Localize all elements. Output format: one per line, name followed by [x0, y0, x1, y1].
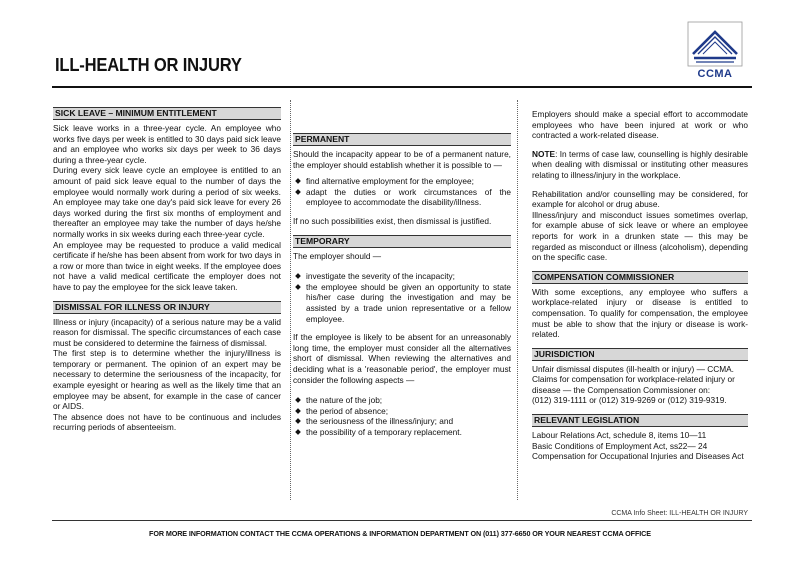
section-heading-legislation: RELEVANT LEGISLATION [532, 414, 748, 427]
paragraph: Illness or injury (incapacity) of a serious nature may be a valid reason for dismissal. The specific circumstances of each case must be considered to determine the fairness of dismissal. [53, 316, 281, 348]
column-divider [517, 100, 518, 500]
text-line: (012) 319-1111 or (012) 319-9269 or (012) 319-9319. [532, 395, 727, 406]
list-item: the employee should be given an opportunity to state his/her case during the investigation and may be assisted by a trade union representative or a fellow employee. [293, 282, 511, 324]
paragraph: Should the incapacity appear to be of a permanent nature, the employer should establish whether it is possible to — [293, 149, 511, 170]
paragraph: Illness/injury and misconduct issues sometimes overlap, for example abuse of sick leave or where an employee reports for work in a drunken state — this may be regarded as misconduct or illness (alcoholism), depending on the specific case. [532, 209, 748, 263]
section-heading-sick-leave: SICK LEAVE – MINIMUM ENTITLEMENT [53, 107, 281, 120]
list-item: the seriousness of the illness/injury; and [293, 416, 511, 427]
column-divider [290, 100, 291, 500]
paragraph: During every sick leave cycle an employee is entitled to an amount of paid sick leave equal to the number of days the employee would normally work during a period of six weeks. An employee may take one day's paid sick leave for every 26 days worked during the first six months of employment and thereafter an employee may take the number of days he/she normally works in six weeks during each three-year cycle. [53, 165, 281, 239]
list-item: adapt the duties or work circumstances of the employee to accommodate the disability/illness. [293, 187, 511, 208]
note-label: NOTE [532, 148, 556, 159]
title-divider [52, 86, 752, 88]
section-heading-jurisdiction: JURISDICTION [532, 348, 748, 361]
text-line: Claims for compensation for workplace-related injury or disease — the Compensation Commissioner on: [532, 374, 735, 395]
section-heading-dismissal: DISMISSAL FOR ILLNESS OR INJURY [53, 301, 281, 314]
aspects-bullet-list [293, 395, 511, 437]
column-1 [53, 107, 281, 433]
paragraph: With some exceptions, any employee who suffers a workplace-related injury or disease is entitled to compensation. To qualify for compensation, the employee must be able to show that the injury or disease is work-related. [532, 286, 748, 340]
temporary-bullet-list [293, 271, 511, 324]
text-line: Unfair dismissal disputes (ill-health or injury) — CCMA. [532, 363, 734, 374]
paragraph: The absence does not have to be continuous and includes recurring periods of absenteeism. [53, 411, 281, 433]
section-heading-permanent: PERMANENT [293, 133, 511, 146]
text-line: Labour Relations Act, schedule 8, items 10—11 [532, 430, 707, 441]
info-sheet-label: CCMA Info Sheet: ILL-HEALTH OR INJURY [611, 510, 748, 517]
paragraph: If the employee is likely to be absent for an unreasonably long time, the employer must consider all the alternatives short of dismissal. When reviewing the alternatives and deciding what is a 'reasonable period', the employer must consider the following aspects — [293, 332, 511, 385]
list-item: the period of absence; [293, 406, 511, 417]
note-paragraph [532, 149, 748, 181]
paragraph: Employers should make a special effort to accommodate employees who have been injured at work or who contracted a work-related disease. [532, 109, 748, 141]
footer-divider [52, 520, 752, 521]
text-line: Basic Conditions of Employment Act, ss22— 24 [532, 440, 708, 451]
paragraph: If no such possibilities exist, then dismissal is justified. [293, 215, 492, 226]
list-item: investigate the severity of the incapacity; [293, 271, 511, 282]
list-item: the possibility of a temporary replacement. [293, 427, 511, 438]
list-item: find alternative employment for the employee; [293, 176, 511, 187]
note-text: : In terms of case law, counselling is highly desirable when dealing with dismissal or instituting other measures relating to illness/injury in the workplace. [532, 148, 748, 180]
text-line: Compensation for Occupational Injuries and Diseases Act [532, 451, 744, 462]
section-heading-temporary: TEMPORARY [293, 235, 511, 248]
paragraph: The employer should — [293, 250, 382, 261]
paragraph: The first step is to determine whether the injury/illness is temporary or permanent. The opinion of an expert may be necessary to determine the seriousness of the incapacity, for example eyesight or hearing as well as the likely time that an employee may be absent, for example in the case of cancer or AIDS. [53, 348, 281, 412]
footer-contact: FOR MORE INFORMATION CONTACT THE CCMA OPERATIONS & INFORMATION DEPARTMENT ON (011) 377-6650 OR YOUR NEAREST CCMA OFFICE [149, 529, 651, 538]
paragraph: Rehabilitation and/or counselling may be considered, for example for alcohol or drug abuse. [532, 188, 748, 210]
section-heading-compensation: COMPENSATION COMMISSIONER [532, 271, 748, 284]
column-2 [293, 133, 511, 437]
list-item: the nature of the job; [293, 395, 511, 406]
column-3 [532, 109, 748, 462]
page-title: ILL-HEALTH OR INJURY [55, 55, 242, 75]
permanent-bullet-list [293, 176, 511, 208]
logo-text: CCMA [697, 68, 733, 80]
paragraph: Sick leave works in a three-year cycle. An employee who works five days per week is entitled to 30 days paid sick leave and an employee who works six days per week to 36 days during a three-year cycle. [53, 123, 281, 165]
paragraph: An employee may be requested to produce a valid medical certificate if he/she has been absent from work for two days in a row or more than twice in eight weeks. If the employee does not have a valid medical certificate the employer does not have to pay the employee for the sick leave taken. [53, 239, 281, 292]
